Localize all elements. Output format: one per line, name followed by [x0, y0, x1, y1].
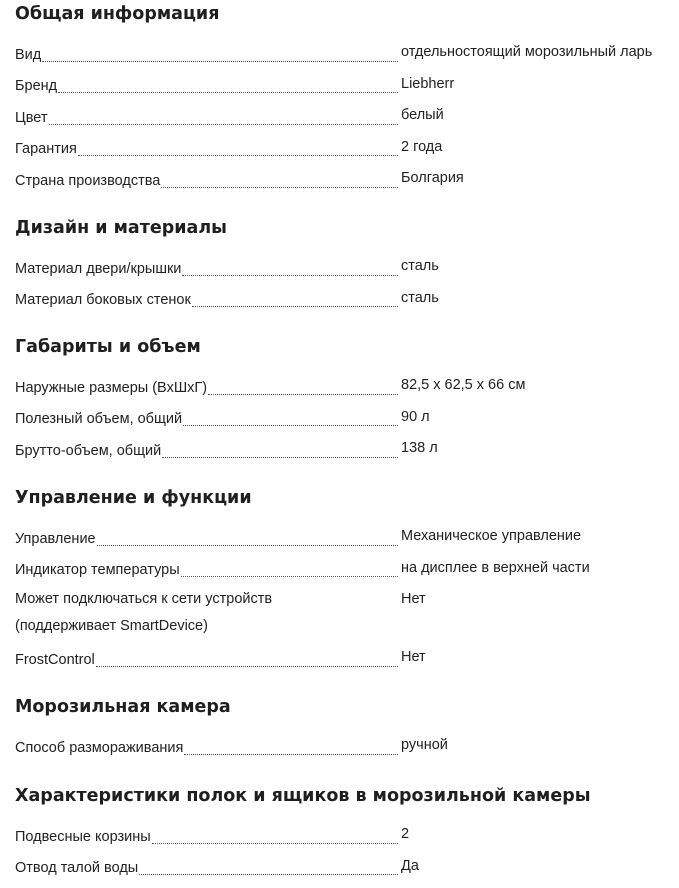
section-title: Габариты и объем: [15, 337, 201, 357]
spec-value: 2 года: [401, 138, 443, 155]
spec-value: 82,5 x 62,5 x 66 см: [401, 377, 526, 394]
spec-rows: [15, 370, 679, 465]
spec-section: [15, 484, 679, 674]
spec-rows: [15, 819, 679, 882]
dotted-leader: [162, 457, 398, 458]
spec-name-text: Наружные размеры (ВхШхГ): [15, 375, 208, 402]
spec-value: белый: [401, 107, 444, 124]
spec-name-text: Подвесные корзины: [15, 824, 152, 851]
spec-row: [15, 433, 679, 465]
spec-name: [15, 100, 398, 132]
spec-row: [15, 69, 679, 101]
spec-row: [15, 402, 679, 434]
dotted-leader: [181, 576, 398, 577]
dotted-leader: [182, 275, 398, 276]
section-title: Управление и функции: [15, 488, 252, 508]
spec-name: [15, 37, 398, 69]
spec-name-text: Брутто-объем, общий: [15, 438, 162, 465]
spec-value: Механическое управление: [401, 528, 582, 545]
section-title: Морозильная камера: [15, 697, 231, 717]
spec-name-text: Материал боковых стенок: [15, 287, 192, 314]
spec-row: [15, 851, 679, 883]
spec-rows: [15, 251, 679, 314]
spec-name: [15, 283, 398, 315]
spec-value: сталь: [401, 258, 439, 275]
spec-name: [15, 730, 398, 762]
spec-row: [15, 819, 679, 851]
spec-row: [15, 370, 679, 402]
spec-row: [15, 37, 679, 69]
dotted-leader: [78, 155, 398, 156]
spec-name-text: Полезный объем, общий: [15, 406, 183, 433]
spec-name-text: Индикатор температуры: [15, 557, 181, 584]
spec-name-text: Страна производства: [15, 168, 161, 195]
spec-value: сталь: [401, 289, 439, 306]
spec-name-text: FrostControl: [15, 647, 96, 674]
spec-name-text: Способ размораживания: [15, 735, 184, 762]
spec-name: [15, 553, 398, 585]
spec-name: [15, 584, 398, 640]
spec-value: отдельностоящий морозильный ларь: [401, 44, 653, 61]
spec-name: [15, 402, 398, 434]
dotted-leader: [208, 394, 398, 395]
spec-name: [15, 642, 398, 674]
spec-rows: [15, 730, 679, 762]
spec-name: [15, 433, 398, 465]
dotted-leader: [183, 425, 398, 426]
spec-name: [15, 851, 398, 883]
spec-section: [15, 693, 679, 762]
spec-section: [15, 214, 679, 314]
spec-rows: [15, 37, 679, 195]
spec-value: 138 л: [401, 440, 438, 457]
spec-value: Нет: [401, 591, 426, 607]
dotted-leader: [161, 187, 398, 188]
spec-row: [15, 283, 679, 315]
dotted-leader: [96, 666, 398, 667]
spec-name-text: Бренд: [15, 73, 58, 100]
section-title: Дизайн и материалы: [15, 218, 227, 238]
spec-name-text: Материал двери/крышки: [15, 256, 182, 283]
dotted-leader: [49, 124, 399, 125]
spec-name: [15, 163, 398, 195]
spec-name: [15, 819, 398, 851]
spec-row: [15, 251, 679, 283]
dotted-leader: [139, 874, 398, 875]
spec-row: [15, 100, 679, 132]
spec-row: [15, 642, 679, 674]
spec-name-text: Управление: [15, 526, 97, 553]
spec-name-text: Гарантия: [15, 136, 78, 163]
spec-row: [15, 584, 679, 642]
spec-value: 2: [401, 826, 410, 843]
spec-value: Да: [401, 857, 419, 874]
section-title: Общая информация: [15, 4, 220, 24]
spec-name: [15, 132, 398, 164]
spec-value: ручной: [401, 737, 448, 754]
spec-name: [15, 521, 398, 553]
spec-name: [15, 69, 398, 101]
spec-row: [15, 163, 679, 195]
dotted-leader: [192, 306, 398, 307]
spec-section: [15, 0, 679, 195]
dotted-leader: [42, 61, 398, 62]
spec-section: [15, 782, 679, 882]
spec-row: [15, 730, 679, 762]
spec-value: на дисплее в верхней части: [401, 559, 590, 576]
spec-row: [15, 132, 679, 164]
spec-section: [15, 333, 679, 465]
spec-row: [15, 553, 679, 585]
spec-name-line: (поддерживает SmartDevice): [15, 613, 398, 640]
dotted-leader: [184, 754, 398, 755]
dotted-leader: [152, 843, 398, 844]
section-title: Характеристики полок и ящиков в морозильной камеры: [15, 786, 591, 806]
dotted-leader: [58, 92, 398, 93]
spec-row: [15, 521, 679, 553]
spec-name-text: Цвет: [15, 105, 49, 132]
dotted-leader: [97, 545, 398, 546]
spec-value: 90 л: [401, 408, 430, 425]
spec-value: Болгария: [401, 170, 464, 187]
spec-name: [15, 370, 398, 402]
spec-value: Liebherr: [401, 75, 455, 92]
spec-name-text: Отвод талой воды: [15, 855, 139, 882]
spec-rows: [15, 521, 679, 674]
spec-name-line: Может подключаться к сети устройств: [15, 586, 398, 613]
spec-name-text: Вид: [15, 42, 42, 69]
spec-name: [15, 251, 398, 283]
spec-value: Нет: [401, 649, 426, 666]
